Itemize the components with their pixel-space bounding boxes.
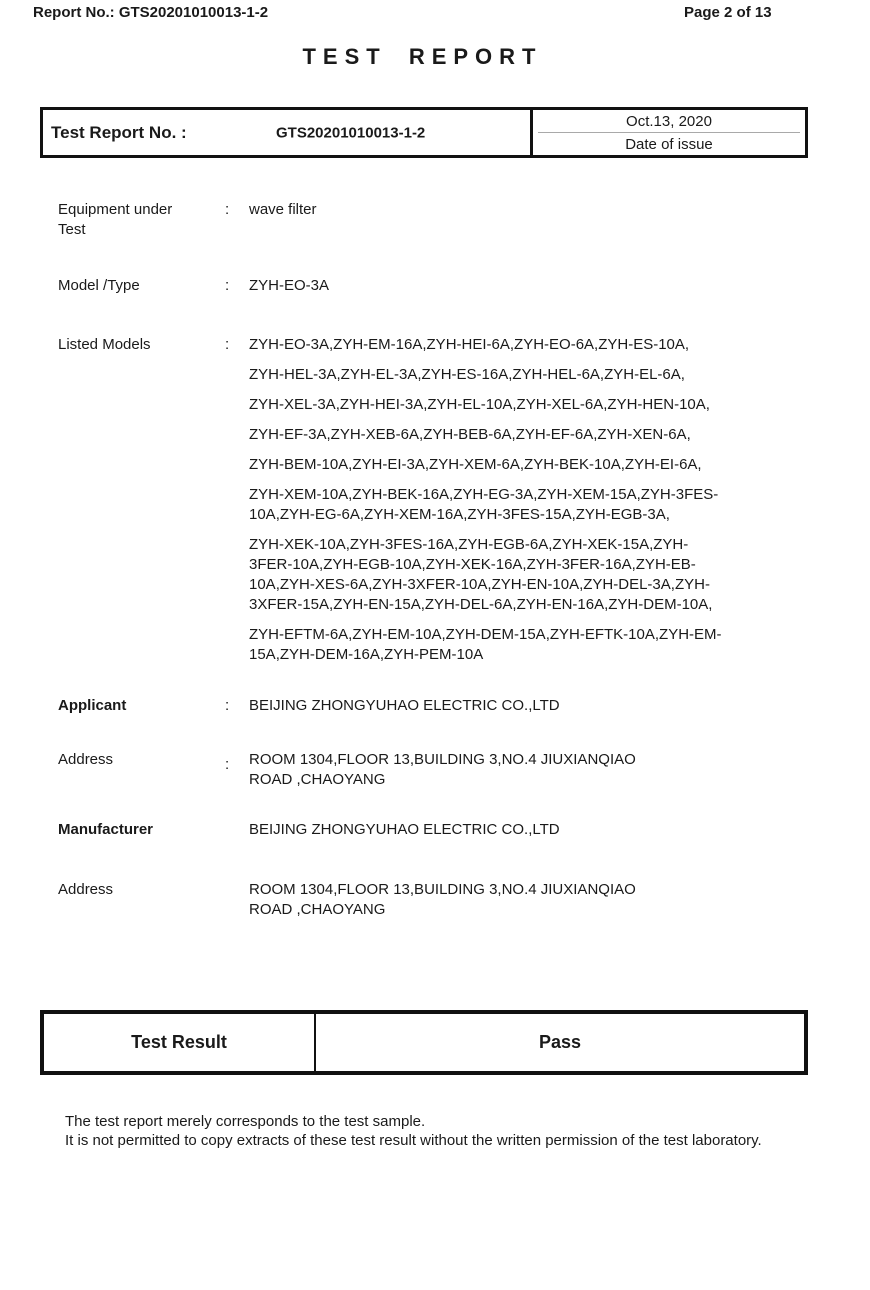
model-line: ZYH-XEL-3A,ZYH-HEI-3A,ZYH-EL-10A,ZYH-XEL-6A,ZYH-HEN-10A, bbox=[249, 396, 710, 413]
report-number-label: Test Report No. : bbox=[51, 122, 187, 142]
header-page-indicator: Page 2 of 13 bbox=[684, 4, 772, 21]
test-result-label: Test Result bbox=[44, 1014, 316, 1071]
model-line: ZYH-EFTM-6A,ZYH-EM-10A,ZYH-DEM-15A,ZYH-EFTK-10A,ZYH-EM- bbox=[249, 626, 722, 643]
header-report-no: Report No.: GTS20201010013-1-2 bbox=[33, 4, 269, 21]
field-label: Address bbox=[58, 751, 114, 768]
field-value: BEIJING ZHONGYUHAO ELECTRIC CO.,LTD bbox=[249, 697, 560, 714]
model-line: ZYH-EF-3A,ZYH-XEB-6A,ZYH-BEB-6A,ZYH-EF-6A,ZYH-XEN-6A, bbox=[249, 426, 691, 443]
model-paragraph bbox=[249, 625, 809, 665]
address-line: ROAD ,CHAOYANG bbox=[249, 771, 386, 788]
model-line: 3XFER-15A,ZYH-EN-15A,ZYH-DEL-6A,ZYH-EN-16A,ZYH-DEM-10A, bbox=[249, 596, 713, 613]
address-line: ROOM 1304,FLOOR 13,BUILDING 3,NO.4 JIUXIANQIAO bbox=[249, 881, 636, 898]
model-line: ZYH-HEL-3A,ZYH-EL-3A,ZYH-ES-16A,ZYH-HEL-6A,ZYH-EL-6A, bbox=[249, 366, 685, 383]
model-line: ZYH-BEM-10A,ZYH-EI-3A,ZYH-XEM-6A,ZYH-BEK-10A,ZYH-EI-6A, bbox=[249, 456, 702, 473]
issue-date-value: Oct.13, 2020 bbox=[626, 112, 712, 130]
test-result-value: Pass bbox=[538, 1032, 582, 1052]
model-line: 10A,ZYH-EG-6A,ZYH-XEM-16A,ZYH-3FES-15A,ZYH-EGB-3A, bbox=[249, 506, 670, 523]
model-paragraph bbox=[249, 335, 809, 355]
model-paragraph bbox=[249, 395, 809, 415]
issue-date-caption: Date of issue bbox=[625, 135, 713, 153]
model-paragraph bbox=[249, 535, 809, 615]
report-number-value: GTS20201010013-1-2 bbox=[276, 124, 426, 141]
model-paragraph bbox=[249, 455, 809, 475]
report-number-table bbox=[40, 107, 808, 158]
model-line: 15A,ZYH-DEM-16A,ZYH-PEM-10A bbox=[249, 646, 484, 663]
field-label: Model /Type bbox=[58, 277, 140, 294]
report-number-cell bbox=[43, 110, 530, 155]
field-colon: : bbox=[225, 201, 230, 218]
model-line: 3FER-10A,ZYH-EGB-10A,ZYH-XEK-16A,ZYH-3FER-16A,ZYH-EB- bbox=[249, 556, 696, 573]
field-value bbox=[249, 880, 809, 920]
field-colon: : bbox=[225, 336, 230, 353]
test-result-table bbox=[40, 1010, 808, 1075]
field-colon: : bbox=[225, 697, 230, 714]
field-value: ZYH-EO-3A bbox=[249, 277, 330, 294]
field-label: Address bbox=[58, 881, 114, 898]
model-paragraph bbox=[249, 425, 809, 445]
field-colon: : bbox=[225, 756, 230, 773]
model-line: ZYH-XEK-10A,ZYH-3FES-16A,ZYH-EGB-6A,ZYH-XEK-15A,ZYH- bbox=[249, 536, 689, 553]
field-label: Applicant bbox=[58, 697, 127, 714]
field-value: wave filter bbox=[249, 201, 317, 218]
field-value bbox=[249, 750, 809, 790]
footer-sentence-2: It is not permitted to copy extracts of these test result without the written permission of the test laboratory. bbox=[65, 1132, 762, 1149]
model-line: ZYH-XEM-10A,ZYH-BEK-16A,ZYH-EG-3A,ZYH-XEM-15A,ZYH-3FES- bbox=[249, 486, 719, 503]
field-label: Manufacturer bbox=[58, 821, 154, 838]
field-label: Listed Models bbox=[58, 336, 151, 353]
page-title: TEST REPORT bbox=[302, 44, 543, 69]
model-line: 10A,ZYH-XES-6A,ZYH-3XFER-10A,ZYH-EN-10A,ZYH-DEL-3A,ZYH- bbox=[249, 576, 710, 593]
listed-models-value bbox=[249, 335, 809, 675]
date-of-issue-cell bbox=[530, 110, 805, 155]
footer-sentence-1: The test report merely corresponds to the test sample. bbox=[65, 1113, 426, 1130]
address-line: ROOM 1304,FLOOR 13,BUILDING 3,NO.4 JIUXIANQIAO bbox=[249, 751, 636, 768]
field-label: Equipment under Test bbox=[58, 201, 173, 238]
field-colon: : bbox=[225, 277, 230, 294]
model-paragraph bbox=[249, 485, 809, 525]
address-line: ROAD ,CHAOYANG bbox=[249, 901, 386, 918]
model-line: ZYH-EO-3A,ZYH-EM-16A,ZYH-HEI-6A,ZYH-EO-6A,ZYH-ES-10A, bbox=[249, 336, 690, 353]
field-value: BEIJING ZHONGYUHAO ELECTRIC CO.,LTD bbox=[249, 821, 560, 838]
model-paragraph bbox=[249, 365, 809, 385]
footer-note bbox=[65, 1112, 835, 1150]
